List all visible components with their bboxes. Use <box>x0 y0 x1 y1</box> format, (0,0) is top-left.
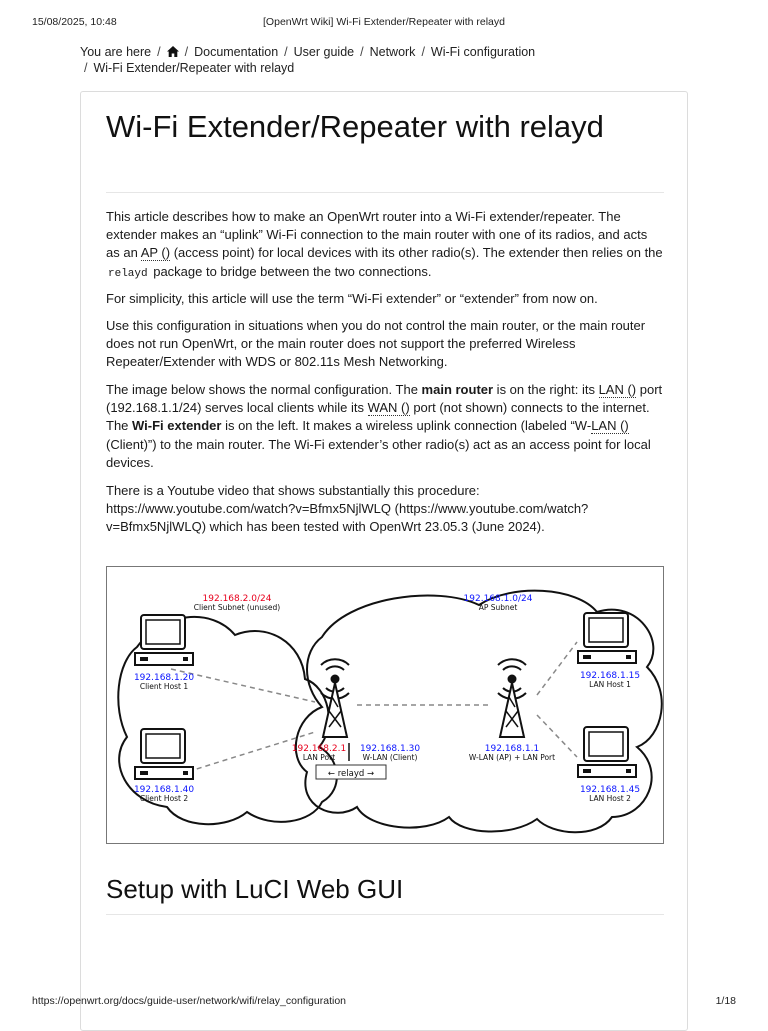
main-router-label: W-LAN (AP) + LAN Port <box>468 753 556 762</box>
main-router-ip: 192.168.1.1 <box>484 744 540 754</box>
print-url: https://openwrt.org/docs/guide-user/network/wifi/relay_configuration <box>32 995 346 1007</box>
extender-wlan-label: W-LAN (Client) <box>362 753 418 762</box>
breadcrumb-line-2: / Wi-Fi Extender/Repeater with relayd <box>84 61 295 75</box>
home-icon <box>167 46 179 57</box>
client-host-1-computer-icon <box>135 615 193 665</box>
abbr-lan-2[interactable]: LAN () <box>591 418 629 434</box>
lan-host-1-label: LAN Host 1 <box>589 680 631 689</box>
breadcrumb-documentation[interactable]: Documentation <box>194 45 279 59</box>
breadcrumb <box>80 44 680 76</box>
extender-lan-ip: 192.168.2.1 <box>291 744 347 754</box>
intro-paragraph: This article describes how to make an OpenWrt router into a Wi-Fi extender/repeater. The extender makes an “uplink” Wi-Fi connection to the main router with one of its radios, and acts as an AP () (access point) for local devices with its other radio(s). The extender then relies on the relayd package to bridge between the two connections. <box>106 209 663 280</box>
relayd-code: relayd <box>108 267 148 280</box>
lan-host-2-computer-icon <box>578 727 636 777</box>
page-title: Wi-Fi Extender/Repeater with relayd <box>106 109 604 144</box>
client-subnet-label: Client Subnet (unused) <box>193 603 281 612</box>
breadcrumb-home[interactable] <box>167 45 179 59</box>
breadcrumb-line-1: You are here / / Documentation / User guide / Network / Wi-Fi configuration <box>80 45 536 59</box>
extender-lan-label: LAN Port <box>302 753 336 762</box>
lan-host-2-ip: 192.168.1.45 <box>579 785 641 795</box>
section-title-luci: Setup with LuCI Web GUI <box>106 874 404 904</box>
breadcrumb-current-page[interactable]: Wi-Fi Extender/Repeater with relayd <box>93 61 295 75</box>
usage-paragraph: Use this configuration in situations when you do not control the main router, or the main router does not run OpenWrt, or the main router does not support the preferred Wireless Repeater/Extender with WDS or 802.11s Mesh Networking. <box>106 318 646 370</box>
abbr-ap[interactable]: AP () <box>140 245 171 261</box>
network-diagram <box>106 566 664 844</box>
ap-subnet-label: AP Subnet <box>478 603 518 612</box>
lan-host-1-ip: 192.168.1.15 <box>579 671 641 681</box>
network-diagram-svg <box>107 567 663 843</box>
ap-subnet-ip: 192.168.1.0/24 <box>463 594 533 604</box>
lan-host-2-label: LAN Host 2 <box>589 794 631 803</box>
abbr-lan[interactable]: LAN () <box>598 382 637 397</box>
print-page-number: 1/18 <box>715 995 736 1007</box>
print-datetime: 15/08/2025, 10:48 <box>32 16 117 28</box>
breadcrumb-user-guide[interactable]: User guide <box>293 45 355 59</box>
client-host-2-computer-icon <box>135 729 193 779</box>
relayd-label: ← relayd → <box>327 769 375 779</box>
youtube-paragraph: There is a Youtube video that shows substantially this procedure: https://www.youtube.com/watch?v=Bfmx5NjlWLQ (https://www.youtube.com/watch?v=Bfmx5NjlWLQ) which has been tested with OpenWrt 23.05.3 (June 2024). <box>106 483 589 535</box>
print-header <box>32 16 736 30</box>
article-card <box>80 91 688 1031</box>
client-host-1-ip: 192.168.1.20 <box>133 673 195 683</box>
title-divider <box>106 192 664 193</box>
breadcrumb-network[interactable]: Network <box>369 45 416 59</box>
print-title: [OpenWrt Wiki] Wi-Fi Extender/Repeater with relayd <box>263 16 505 28</box>
extender-wlan-ip: 192.168.1.30 <box>359 744 421 754</box>
breadcrumb-wifi-configuration[interactable]: Wi-Fi configuration <box>430 45 536 59</box>
diagram-description-paragraph: The image below shows the normal configuration. The main router is on the right: its LAN () port (192.168.1.1/24) serves local clients while its WAN () port (not shown) connects to the internet. The Wi-Fi extender is on the left. It makes a wireless uplink connection (labeled “W-LAN () (Client)”) to the main router. The Wi-Fi extender’s other radio(s) act as an access point for local devices. <box>106 382 663 470</box>
client-host-2-ip: 192.168.1.40 <box>133 785 195 795</box>
breadcrumb-prefix: You are here <box>80 45 152 59</box>
main-router-antenna-icon <box>498 659 526 737</box>
lan-host-1-computer-icon <box>578 613 636 663</box>
client-subnet-ip: 192.168.2.0/24 <box>202 594 272 604</box>
terminology-paragraph: For simplicity, this article will use the term “Wi-Fi extender” or “extender” from now on. <box>106 291 598 306</box>
client-host-2-label: Client Host 2 <box>139 794 189 803</box>
client-host-1-label: Client Host 1 <box>139 682 189 691</box>
print-footer <box>32 995 736 1009</box>
section-divider <box>106 914 664 915</box>
abbr-wan[interactable]: WAN () <box>367 400 410 416</box>
